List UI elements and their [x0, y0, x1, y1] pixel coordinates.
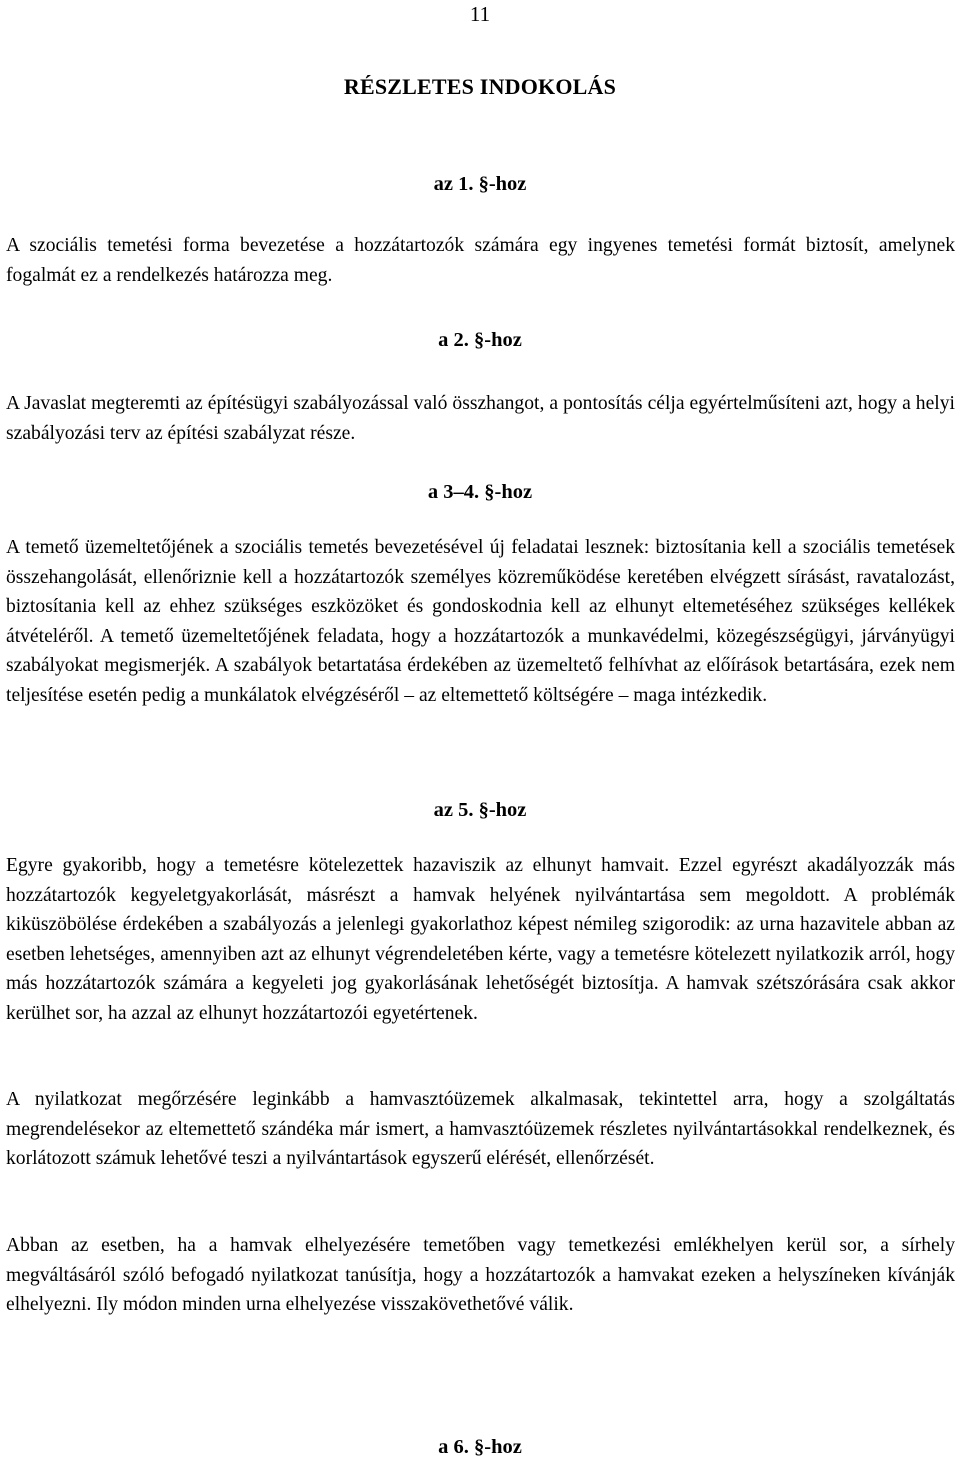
- section-heading-3-4: a 3–4. §-hoz: [427, 481, 533, 503]
- section-3-4-paragraph: A temető üzemeltetőjének a szociális temetés bevezetésével új feladatai lesznek: biztosítania kell a szociális temetések összehangolását, ellenőriznie kell a hozzátartozók személyes közreműködése keretében elvégzett sírásást, ravatalozást, biztosítania kell az ehhez szükséges eszközöket és gondoskodnia kell az elhunyt eltemetéséhez szükséges kellékek átvételéről. A temető üzemeltetőjének feladata, hogy a hozzátartozók a munkavédelmi, közegészségügyi, járványügyi szabályokat megismerjék. A szabályok betartatása érdekében az üzemeltető felhívhat az előírások betartására, ezek nem teljesítése esetén pedig a munkálatok elvégzéséről – az eltemettető költségére – maga intézkedik.: [6, 537, 955, 706]
- page-title: RÉSZLETES INDOKOLÁS: [343, 74, 617, 99]
- page-number: 11: [469, 2, 491, 26]
- section-2-paragraph: A Javaslat megteremti az építésügyi szabályozással való összhangot, a pontosítás célja egyértelműsíteni azt, hogy a helyi szabályozási terv az építési szabályzat része.: [6, 393, 955, 444]
- section-heading-6: a 6. §-hoz: [438, 1436, 522, 1458]
- section-5-paragraph-1: Egyre gyakoribb, hogy a temetésre kötelezettek hazaviszik az elhunyt hamvait. Ezzel egyrészt akadályozzák más hozzátartozók kegyeletgyakorlását, másrészt a hamvak helyének nyilvántartása sem megoldott. A problémák kiküszöbölése érdekében a szabályozás a jelenlegi gyakorlathoz képest némileg szigorodik: az urna hazavitele abban az esetben lehetséges, amennyiben azt az elhunyt végrendeletében kérte, vagy a temetésre kötelezett nyilatkozik arról, hogy más hozzátartozók számára a kegyeleti jog gyakorlásának lehetőségét biztosítja. A hamvak szétszórására csak akkor kerülhet sor, ha azzal az elhunyt hozzátartozói egyetértenek.: [6, 855, 955, 1024]
- section-heading-1: az 1. §-hoz: [433, 173, 527, 195]
- section-heading-2: a 2. §-hoz: [438, 329, 522, 351]
- section-heading-5: az 5. §-hoz: [433, 799, 527, 821]
- section-1-paragraph: A szociális temetési forma bevezetése a hozzátartozók számára egy ingyenes temetési formát biztosít, amelynek fogalmát ez a rendelkezés határozza meg.: [6, 235, 955, 286]
- section-5-paragraph-2: A nyilatkozat megőrzésére leginkább a hamvasztóüzemek alkalmasak, tekintettel arra, hogy a szolgáltatás megrendelésekor az eltemettető szándéka már ismert, a hamvasztóüzemek részletes nyilvántartásokkal rendelkeznek, és korlátozott számuk lehetővé teszi a nyilvántartások egyszerű elérését, ellenőrzését.: [6, 1089, 955, 1169]
- section-5-paragraph-3: Abban az esetben, ha a hamvak elhelyezésére temetőben vagy temetkezési emlékhelyen kerül sor, a sírhely megváltásáról szóló befogadó nyilatkozat tanúsítja, hogy a hozzátartozók a hamvakat ezeken a helyszíneken kívánják elhelyezni. Ily módon minden urna elhelyezése visszakövethetővé válik.: [6, 1235, 955, 1315]
